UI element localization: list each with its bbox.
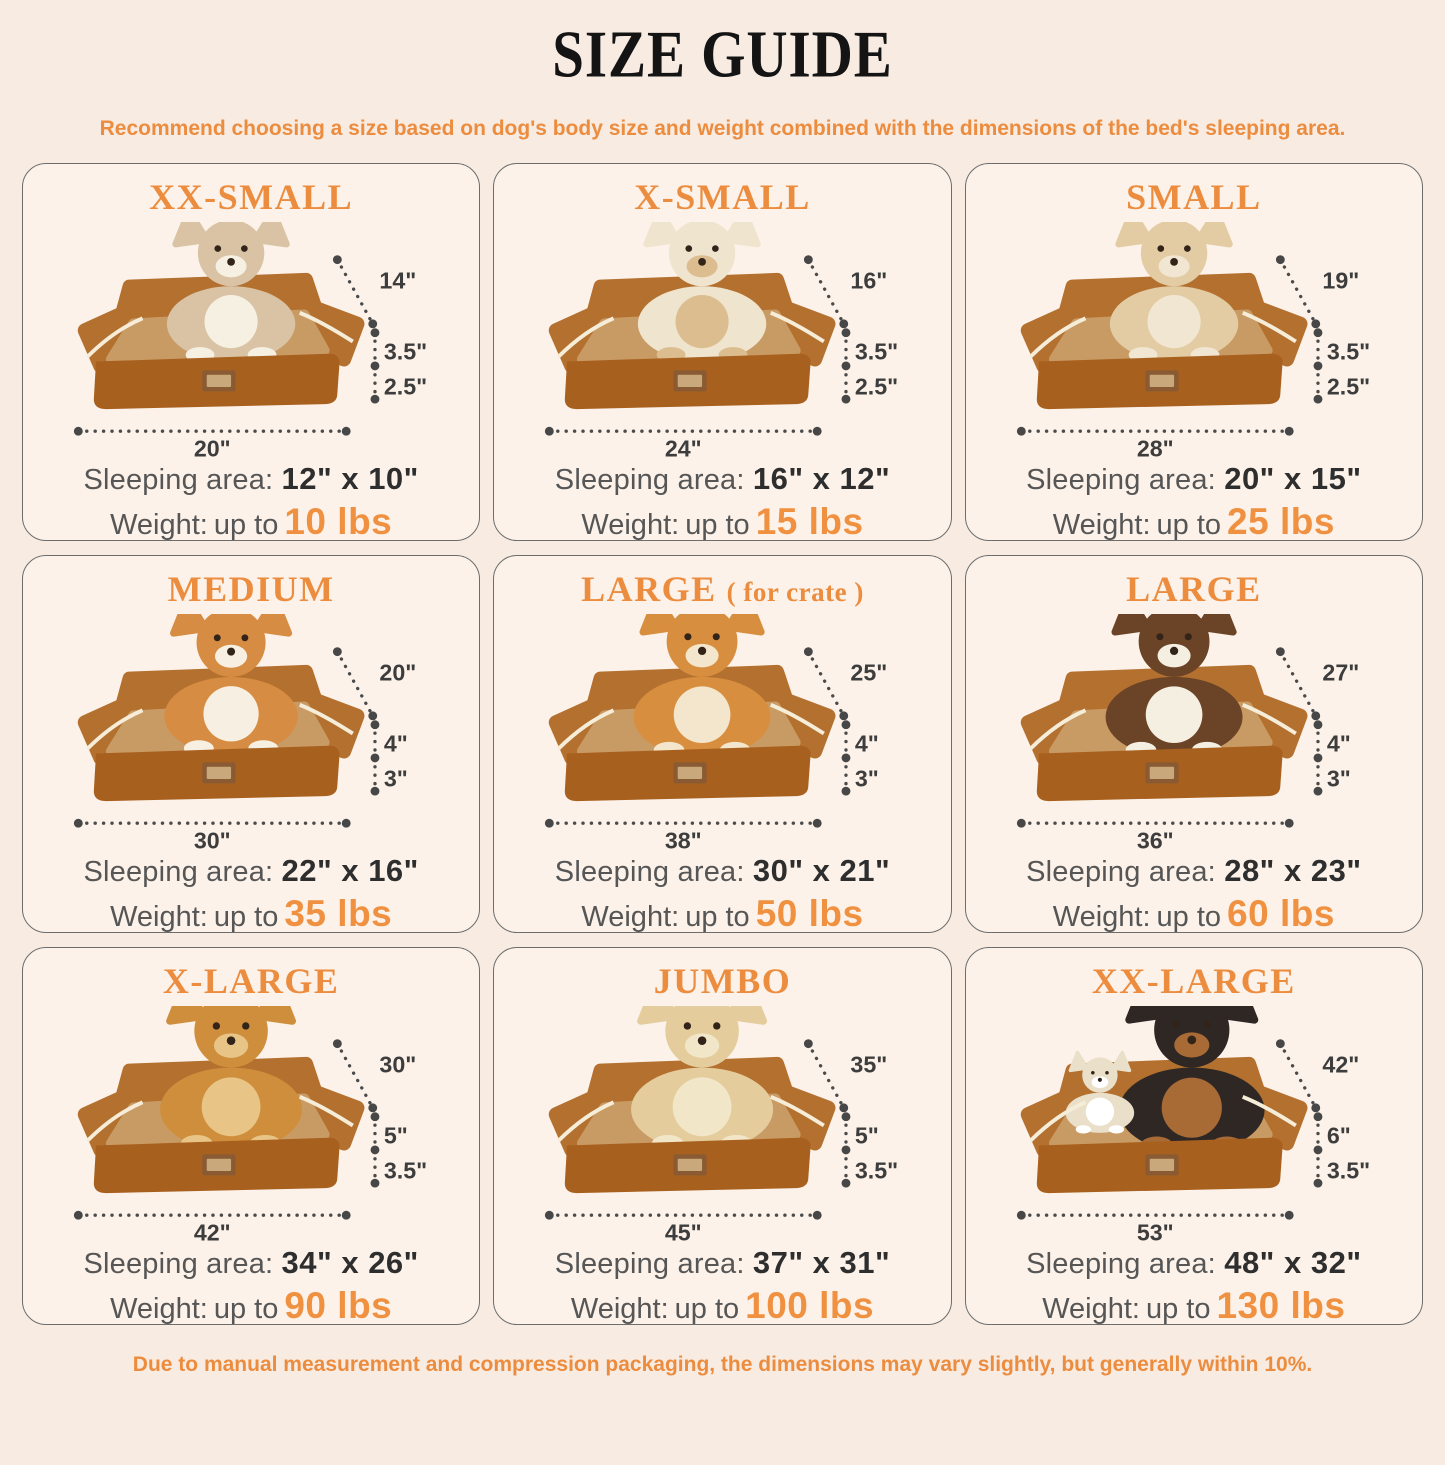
bolster-height-label: 4" [1326,730,1351,757]
size-cards-grid [22,163,1423,1325]
dog-bed-illustration [504,614,940,852]
weight-value: 35 lbs [284,893,393,933]
size-name: XX-SMALL [149,177,354,217]
subtitle: Recommend choosing a size based on dog's body size and weight combined with the dimensions of the bed's sleeping area. [99,117,1346,140]
sleeping-area-label: Sleeping area: [83,464,274,496]
sleeping-area-line [31,853,471,889]
bolster-height-label: 3.5" [855,338,899,365]
weight-value: 60 lbs [1227,893,1335,933]
sleeping-area-line [974,461,1414,497]
weight-label: Weight: [570,1293,669,1325]
bolster-height-label: 4" [855,730,880,757]
weight-label: Weight: [1052,901,1151,933]
pet-rottweiler-image [1119,1006,1265,1154]
size-note: ( for crate ) [726,577,864,607]
card-title [502,960,942,1006]
size-name: LARGE [581,569,717,609]
dog-bed-illustration [33,614,469,852]
sleeping-area-value: 28" x 23" [1224,853,1362,888]
up-to-label: up to [1156,509,1222,541]
weight-value: 100 lbs [745,1285,875,1325]
dog-bed-illustration [504,1006,940,1244]
up-to-label: up to [1145,1293,1211,1325]
weight-label: Weight: [110,509,208,541]
width-dimension-label: 30" [193,827,231,852]
sleeping-area-line [974,1245,1414,1281]
sleeping-area-label: Sleeping area: [83,856,274,888]
base-height-label: 3.5" [1326,1157,1370,1184]
weight-label: Weight: [110,901,208,933]
weight-value: 90 lbs [284,1285,393,1325]
size-name: SMALL [1126,177,1262,217]
weight-value: 15 lbs [755,501,864,541]
sleeping-area-label: Sleeping area: [1026,1248,1216,1280]
width-dimension-label: 38" [665,827,703,852]
bolster-height-label: 4" [383,730,408,757]
diagonal-dimension-label: 30" [379,1051,417,1078]
weight-label: Weight: [1042,1293,1140,1325]
bolster-height-label: 6" [1326,1122,1351,1149]
base-height-label: 2.5" [855,373,899,400]
size-card-jumbo [493,947,951,1325]
sleeping-area-label: Sleeping area: [554,856,745,888]
dog-bed-illustration [976,614,1412,852]
page-title: SIZE GUIDE [552,18,893,92]
width-dimension-label: 53" [1136,1219,1174,1244]
sleeping-area-label: Sleeping area: [83,1248,274,1280]
sleeping-area-line [974,853,1414,889]
base-height-label: 3.5" [383,1157,428,1184]
base-height-label: 3" [855,765,880,792]
diagonal-dimension-label: 19" [1322,267,1360,294]
dog-bed-illustration [504,222,940,460]
weight-value: 10 lbs [284,501,393,541]
weight-value: 130 lbs [1216,1285,1346,1325]
width-dimension-label: 24" [665,435,703,460]
diagonal-dimension-label: 25" [850,659,888,686]
size-name: JUMBO [653,961,792,1001]
size-card-large-for-crate [493,555,951,933]
weight-line [974,501,1414,541]
width-dimension-label: 42" [193,1219,231,1244]
up-to-label: up to [213,509,279,541]
sleeping-area-line [502,461,942,497]
card-title [31,176,471,222]
sleeping-area-value: 16" x 12" [752,461,891,496]
sleeping-area-line [31,1245,471,1281]
card-title [974,568,1414,614]
base-height-label: 3" [1326,765,1351,792]
up-to-label: up to [685,901,750,933]
width-dimension-label: 45" [665,1219,703,1244]
card-title [974,176,1414,222]
sleeping-area-value: 34" x 26" [281,1245,419,1280]
diagonal-dimension-label: 20" [379,659,417,686]
dog-bed-illustration [976,222,1412,460]
sleeping-area-value: 48" x 32" [1224,1245,1362,1280]
size-name: MEDIUM [167,569,335,609]
size-name: LARGE [1126,569,1262,609]
size-card-xx-small [22,163,480,541]
sleeping-area-value: 37" x 31" [752,1245,891,1280]
weight-line [31,893,471,933]
up-to-label: up to [213,901,279,933]
size-card-large [965,555,1423,933]
dog-bed-illustration [976,1006,1412,1244]
weight-line [31,1285,471,1325]
sleeping-area-label: Sleeping area: [554,464,745,496]
diagonal-dimension-label: 14" [379,267,417,294]
sleeping-area-label: Sleeping area: [1026,464,1216,496]
up-to-label: up to [213,1293,279,1325]
diagonal-dimension-label: 27" [1322,659,1360,686]
bolster-height-label: 3.5" [1326,338,1370,365]
size-card-x-large [22,947,480,1325]
sleeping-area-line [31,461,471,497]
card-title [31,568,471,614]
diagonal-dimension-label: 35" [850,1051,888,1078]
bolster-height-label: 5" [855,1122,880,1149]
weight-label: Weight: [581,509,680,541]
bolster-height-label: 3.5" [383,338,428,365]
width-dimension-label: 20" [193,435,231,460]
weight-line [502,501,942,541]
card-title [502,568,942,614]
weight-label: Weight: [1052,509,1151,541]
base-height-label: 3" [383,765,408,792]
width-dimension-label: 28" [1136,435,1174,460]
base-height-label: 2.5" [383,373,428,400]
weight-line [502,1285,942,1325]
weight-line [502,893,942,933]
weight-line [31,501,471,541]
diagonal-dimension-label: 42" [1322,1051,1360,1078]
size-card-small [965,163,1423,541]
dog-bed-illustration [33,222,469,460]
sleeping-area-value: 22" x 16" [281,853,419,888]
weight-label: Weight: [581,901,680,933]
sleeping-area-label: Sleeping area: [554,1248,745,1280]
base-height-label: 3.5" [855,1157,899,1184]
size-guide-infographic [0,20,1445,1465]
size-card-xx-large [965,947,1423,1325]
size-card-medium [22,555,480,933]
card-title [502,176,942,222]
up-to-label: up to [674,1293,740,1325]
weight-value: 50 lbs [755,893,864,933]
sleeping-area-line [502,853,942,889]
up-to-label: up to [685,509,750,541]
card-title [974,960,1414,1006]
size-card-x-small [493,163,951,541]
size-name: XX-LARGE [1091,961,1296,1001]
up-to-label: up to [1156,901,1222,933]
sleeping-area-label: Sleeping area: [1026,856,1216,888]
weight-line [974,1285,1414,1325]
bolster-height-label: 5" [383,1122,408,1149]
size-name: X-LARGE [162,961,340,1001]
measurement-disclaimer: Due to manual measurement and compression packaging, the dimensions may vary slightly, but generally within 10%. [132,1353,1313,1376]
dog-bed-illustration [33,1006,469,1244]
base-height-label: 2.5" [1326,373,1370,400]
sleeping-area-value: 30" x 21" [752,853,891,888]
weight-label: Weight: [110,1293,208,1325]
width-dimension-label: 36" [1136,827,1174,852]
sleeping-area-value: 20" x 15" [1224,461,1362,496]
sleeping-area-value: 12" x 10" [281,461,419,496]
sleeping-area-line [502,1245,942,1281]
weight-value: 25 lbs [1227,501,1335,541]
card-title [31,960,471,1006]
diagonal-dimension-label: 16" [850,267,888,294]
weight-line [974,893,1414,933]
size-name: X-SMALL [634,177,811,217]
